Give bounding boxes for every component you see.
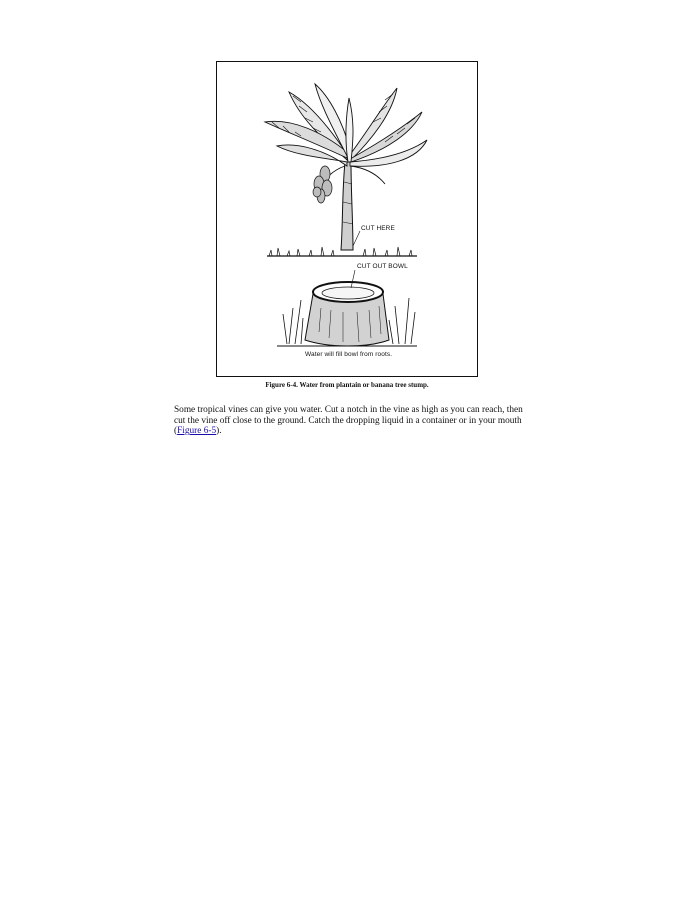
body-paragraph (174, 405, 530, 437)
banana-bunch (313, 166, 332, 203)
callout-cut-out-bowl: CUT OUT BOWL (357, 263, 408, 270)
banana-tree-drawing (217, 62, 477, 376)
paragraph-text-after: ). (216, 426, 222, 437)
figure-6-4-illustration (216, 61, 478, 377)
paragraph-text-before: Some tropical vines can give you water. Cut a notch in the vine as high as you can reach, then cut the vine off close to the ground. Catch the dropping liquid in a container or in your mouth ( (174, 405, 523, 437)
callout-water-fill: Water will fill bowl from roots. (305, 351, 393, 358)
banana-trunk (341, 162, 353, 250)
callout-cut-here: CUT HERE (361, 225, 395, 232)
banana-stump (305, 282, 389, 346)
figure-6-5-link[interactable]: Figure 6-5 (177, 426, 217, 437)
figure-caption: Figure 6-4. Water from plantain or banana tree stump. (265, 381, 429, 389)
